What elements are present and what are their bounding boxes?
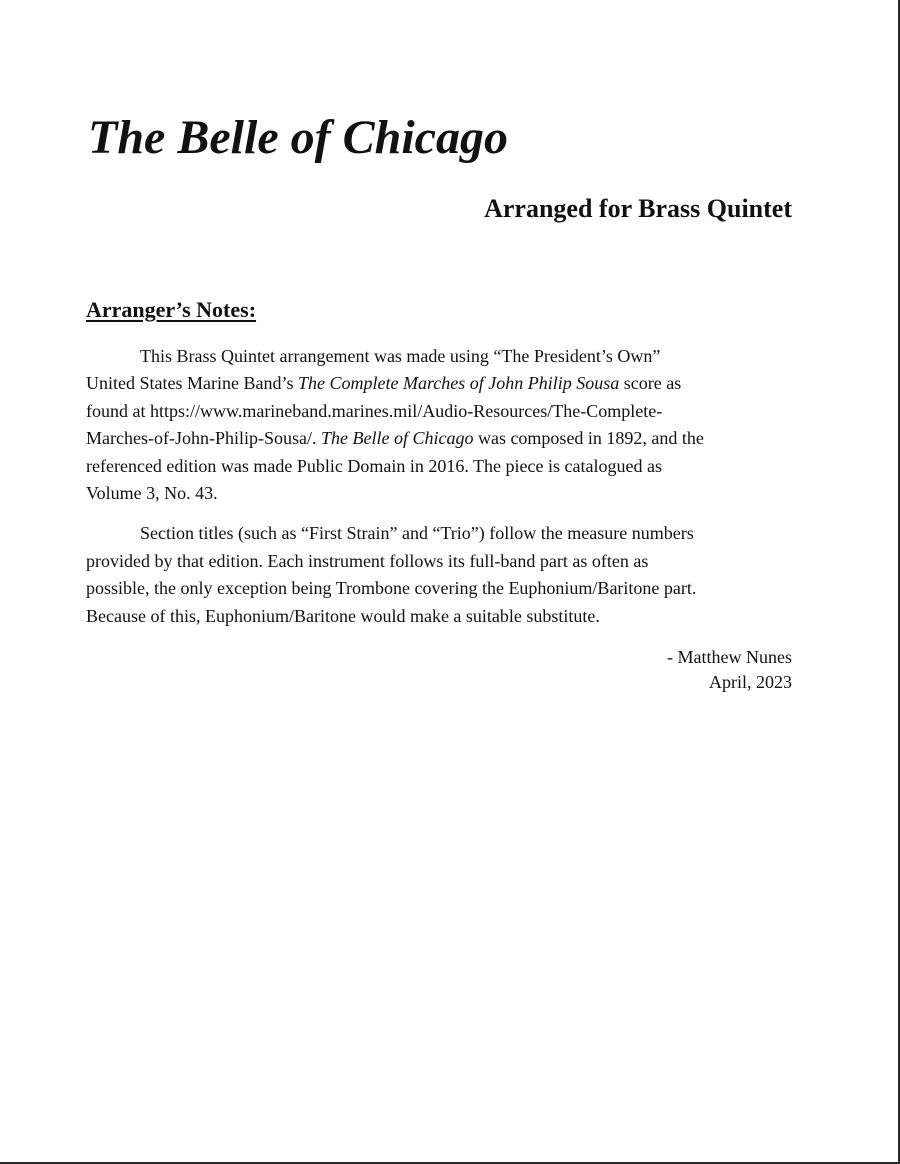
page-subtitle: Arranged for Brass Quintet [484,194,792,223]
signature-date: April, 2023 [709,672,792,692]
notes-line: found at https://www.marineband.marines.mil/Audio-Resources/The-Complete- [86,400,663,421]
notes-text: Marches-of-John-Philip-Sousa/. [86,428,321,449]
notes-line: possible, the only exception being Trombone covering the Euphonium/Baritone part. [86,578,697,599]
notes-line: Section titles (such as “First Strain” and “Trio”) follow the measure numbers [140,523,694,544]
notes-italic-text: The Complete Marches of John Philip Sousa [297,373,620,394]
notes-text: was composed in 1892, and the [473,428,704,449]
notes-line [86,370,806,397]
notes-line [86,425,806,452]
notes-line: Because of this, Euphonium/Baritone would make a suitable substitute. [86,605,600,626]
notes-text: score as [619,373,682,394]
notes-italic-text: The Belle of Chicago [320,428,474,449]
notes-line: referenced edition was made Public Domain in 2016. The piece is catalogued as [86,455,662,476]
notes-paragraph-2 [86,520,806,630]
signature-block [667,645,792,695]
notes-line: Volume 3, No. 43. [86,483,218,504]
signature-name: - Matthew Nunes [667,647,792,667]
notes-text: United States Marine Band’s [86,373,298,394]
page-title: The Belle of Chicago [88,111,508,164]
notes-paragraph-1 [86,343,806,507]
notes-line: provided by that edition. Each instrument follows its full-band part as often as [86,550,649,571]
notes-heading: Arranger’s Notes: [86,297,257,322]
notes-line: This Brass Quintet arrangement was made using “The President’s Own” [140,346,661,366]
notes-body [86,343,806,630]
